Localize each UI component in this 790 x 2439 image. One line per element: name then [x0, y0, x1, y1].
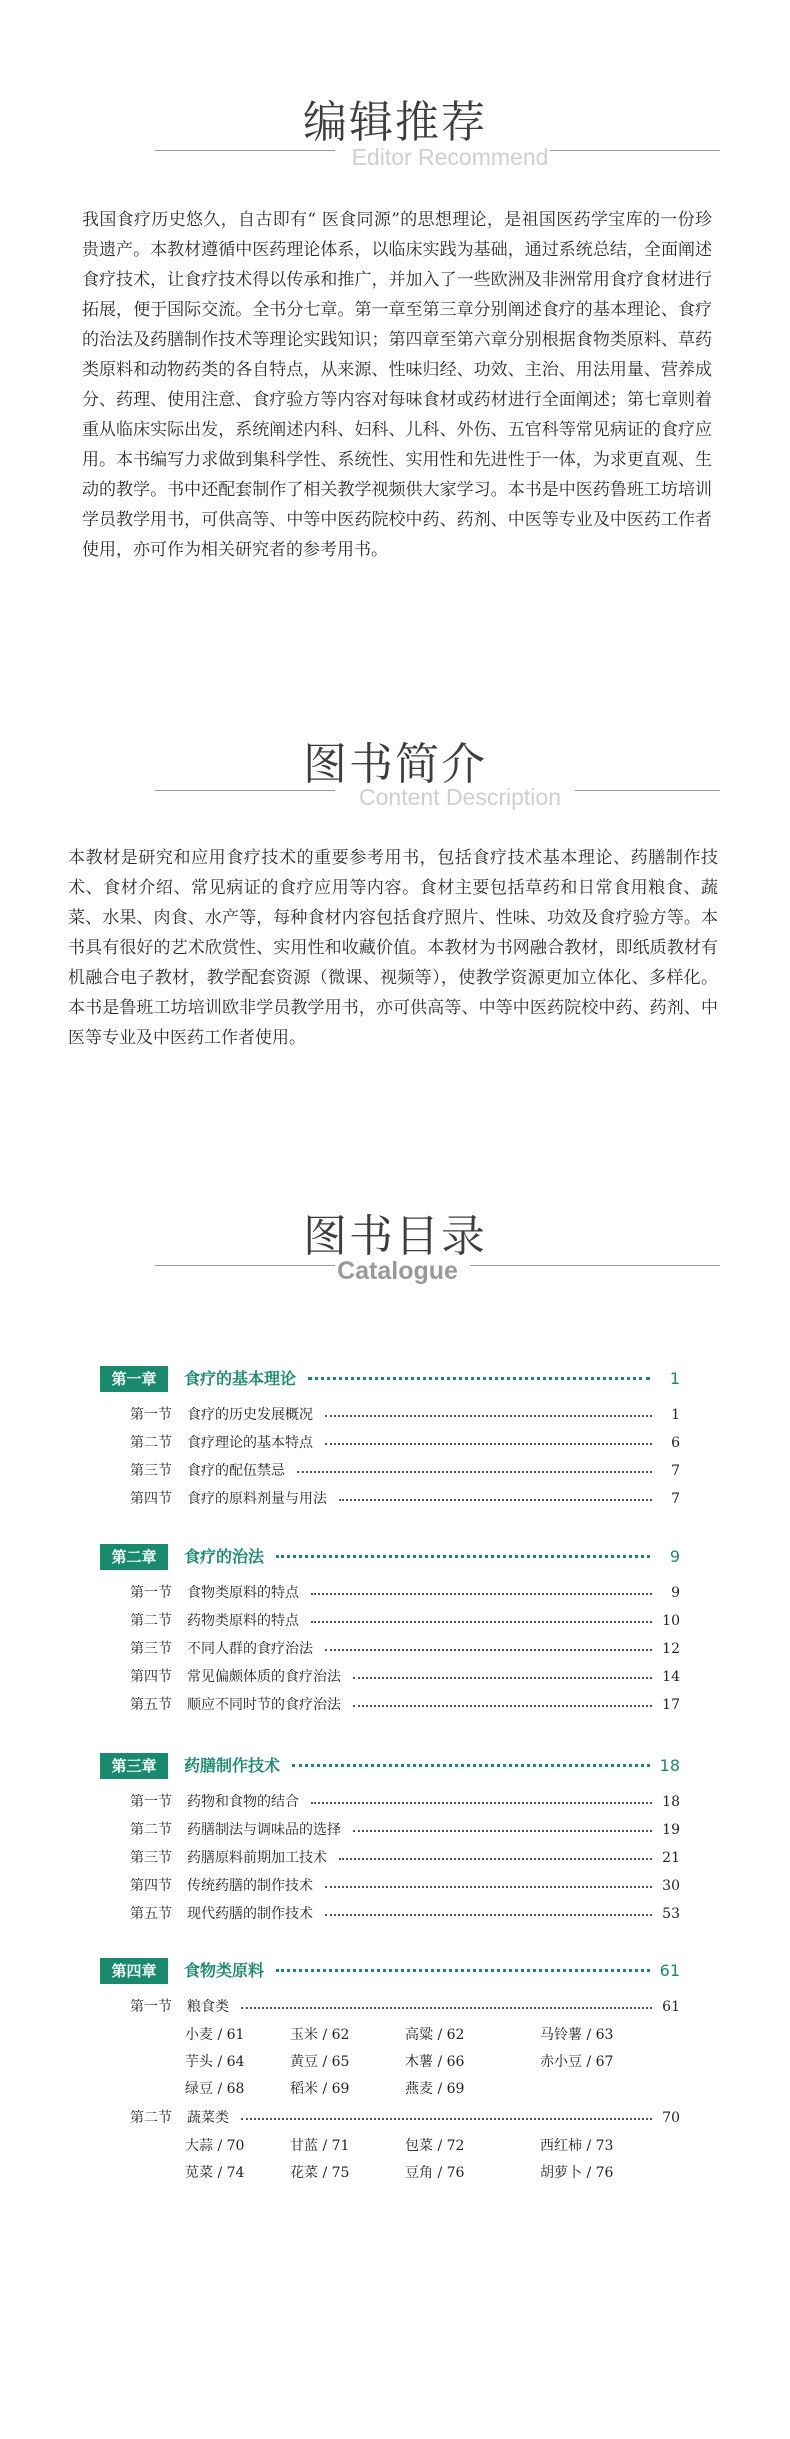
chapter-leader-dots — [292, 1764, 650, 1767]
section-leader-dots — [311, 1593, 652, 1595]
toc-section-row[interactable] — [130, 2106, 680, 2130]
toc-section-row[interactable] — [130, 1693, 680, 1717]
food-item: 赤小豆 / 67 — [540, 2054, 614, 2070]
section-number: 第五节 — [130, 1906, 172, 1922]
section-title: 食疗理论的基本特点 — [187, 1431, 317, 1455]
section-leader-dots — [325, 1649, 652, 1651]
section-number: 第一节 — [130, 1794, 172, 1810]
food-item: 大蒜 / 70 — [185, 2138, 245, 2154]
section-page-number: 17 — [662, 1697, 680, 1713]
toc-section-row[interactable] — [130, 1431, 680, 1455]
section-page-number: 30 — [662, 1878, 680, 1894]
catalogue-title: 图书目录 — [303, 1211, 487, 1262]
section-title: 食疗的历史发展概况 — [187, 1403, 317, 1427]
section-leader-dots — [353, 1705, 652, 1707]
chapter-title: 食物类原料 — [184, 1961, 265, 1980]
section-title: 药物类原料的特点 — [187, 1609, 303, 1633]
section-leader-dots — [325, 1914, 652, 1916]
section-number: 第四节 — [130, 1878, 172, 1894]
section-title: 食疗的原料剂量与用法 — [187, 1487, 331, 1511]
toc-section-row[interactable] — [130, 1790, 680, 1814]
toc-chapter-row[interactable] — [100, 1957, 680, 1985]
food-item: 豆角 / 76 — [405, 2165, 465, 2181]
section-title: 食物类原料的特点 — [187, 1581, 303, 1605]
chapter-page-number: 1 — [669, 1369, 680, 1388]
chapter-page-number: 9 — [669, 1547, 680, 1566]
section-page-number: 7 — [671, 1491, 680, 1507]
toc-section-row[interactable] — [130, 1665, 680, 1689]
section-page-number: 7 — [671, 1463, 680, 1479]
section-number: 第三节 — [130, 1850, 172, 1866]
section-title: 现代药膳的制作技术 — [187, 1902, 317, 1926]
food-item: 绿豆 / 68 — [185, 2081, 245, 2097]
toc-chapter-row[interactable] — [100, 1752, 680, 1780]
food-item: 苋菜 / 74 — [185, 2165, 245, 2181]
chapter-title: 药膳制作技术 — [184, 1756, 281, 1775]
section-number: 第一节 — [130, 1585, 172, 1601]
chapter-badge: 第二章 — [100, 1544, 168, 1570]
section-title: 传统药膳的制作技术 — [187, 1874, 317, 1898]
toc-section-row[interactable] — [130, 1459, 680, 1483]
food-item: 黄豆 / 65 — [290, 2054, 350, 2070]
section-page-number: 1 — [671, 1407, 680, 1423]
editor-subtitle: Editor Recommend — [351, 144, 549, 170]
toc-section-row[interactable] — [130, 1487, 680, 1511]
chapter-title: 食疗的基本理论 — [184, 1369, 297, 1388]
section-page-number: 10 — [662, 1613, 680, 1629]
section-leader-dots — [325, 1886, 652, 1888]
toc-section-row[interactable] — [130, 1995, 680, 2019]
toc-section-row[interactable] — [130, 1609, 680, 1633]
intro-title: 图书简介 — [303, 739, 487, 790]
section-leader-dots — [241, 2118, 652, 2120]
chapter-badge: 第三章 — [100, 1753, 168, 1779]
editor-body: 我国食疗历史悠久，自古即有“ 医食同源”的思想理论，是祖国医药学宝库的一份珍贵遗产。本教材遵循中医药理论体系，以临床实践为基础，通过系统总结，全面阐述食疗技术，让食疗技术得以传承和推广，并加入了一些欧洲及非洲常用食疗食材进行拓展，便于国际交流。全书分七章。第一章至第三章分别阐述食疗的基本理论、食疗的治法及药膳制作技术等理论实践知识；第四章至第六章分别根据食物类原料、草药类原料和动物药类的各自特点，从来源、性味归经、功效、主治、用法用量、营养成分、药理、使用注意、食疗验方等内容对每味食材或药材进行全面阐述；第七章则着重从临床实际出发，系统阐述内科、妇科、儿科、外伤、五官科等常见病证的食疗应用。本书编写力求做到集科学性、系统性、实用性和先进性于一体，为求更直观、生动的教学。书中还配套制作了相关教学视频供大家学习。本书是中医药鲁班工坊培训学员教学用书，可供高等、中等中医药院校中药、药剂、中医等专业及中医药工作者使用，亦可作为相关研究者的参考用书。 — [82, 210, 712, 560]
chapter-page-number: 18 — [659, 1756, 680, 1775]
section-number: 第二节 — [130, 2110, 172, 2126]
section-leader-dots — [325, 1443, 652, 1445]
chapter-leader-dots — [276, 1969, 650, 1972]
section-page-number: 9 — [671, 1585, 680, 1601]
section-number: 第三节 — [130, 1463, 172, 1479]
section-page-number: 70 — [662, 2110, 680, 2126]
toc-section-row[interactable] — [130, 1818, 680, 1842]
chapter-page-number: 61 — [659, 1961, 680, 1980]
section-number: 第三节 — [130, 1641, 172, 1657]
food-item: 胡萝卜 / 76 — [540, 2165, 614, 2181]
section-page-number: 53 — [662, 1906, 680, 1922]
toc-section-row[interactable] — [130, 1403, 680, 1427]
section-number: 第二节 — [130, 1435, 172, 1451]
section-number: 第一节 — [130, 1407, 172, 1423]
toc-chapter-row[interactable] — [100, 1543, 680, 1571]
toc-chapter-row[interactable] — [100, 1365, 680, 1393]
section-number: 第二节 — [130, 1822, 172, 1838]
section-title: 药膳制法与调味品的选择 — [187, 1818, 345, 1842]
food-item: 包菜 / 72 — [405, 2138, 465, 2154]
section-leader-dots — [311, 1621, 652, 1623]
section-title: 药膳原料前期加工技术 — [187, 1846, 331, 1870]
food-item: 芋头 / 64 — [185, 2054, 245, 2070]
section-leader-dots — [353, 1677, 652, 1679]
food-item: 西红柿 / 73 — [540, 2138, 614, 2154]
food-item: 花菜 / 75 — [290, 2165, 350, 2181]
chapter-title: 食疗的治法 — [184, 1547, 265, 1566]
intro-subtitle: Content Description — [359, 784, 561, 810]
section-title: 药物和食物的结合 — [187, 1790, 303, 1814]
food-item: 小麦 / 61 — [185, 2027, 245, 2043]
section-leader-dots — [353, 1830, 652, 1832]
section-number: 第五节 — [130, 1697, 172, 1713]
section-title: 粮食类 — [187, 1995, 233, 2019]
section-number: 第二节 — [130, 1613, 172, 1629]
section-title: 顺应不同时节的食疗治法 — [187, 1693, 345, 1717]
section-page-number: 18 — [662, 1794, 680, 1810]
food-item: 木薯 / 66 — [405, 2054, 465, 2070]
food-item: 燕麦 / 69 — [405, 2081, 465, 2097]
toc-section-row[interactable] — [130, 1581, 680, 1605]
section-title: 食疗的配伍禁忌 — [187, 1459, 289, 1483]
section-page-number: 6 — [671, 1435, 680, 1451]
section-number: 第一节 — [130, 1999, 172, 2015]
section-page-number: 14 — [662, 1669, 680, 1685]
section-leader-dots — [325, 1415, 652, 1417]
intro-body: 本教材是研究和应用食疗技术的重要参考用书，包括食疗技术基本理论、药膳制作技术、食材介绍、常见病证的食疗应用等内容。食材主要包括草药和日常食用粮食、蔬菜、水果、肉食、水产等，每种食材内容包括食疗照片、性味、功效及食疗验方等。本书具有很好的艺术欣赏性、实用性和收藏价值。本教材为书网融合教材，即纸质教材有机融合电子教材，教学配套资源（微课、视频等），使教学资源更加立体化、多样化。本书是鲁班工坊培训欧非学员教学用书，亦可供高等、中等中医药院校中药、药剂、中医等专业及中医药工作者使用。 — [68, 848, 718, 1048]
section-title: 不同人群的食疗治法 — [187, 1637, 317, 1661]
section-page-number: 12 — [662, 1641, 680, 1657]
chapter-leader-dots — [308, 1377, 650, 1380]
section-title: 常见偏颇体质的食疗治法 — [187, 1665, 345, 1689]
chapter-badge: 第四章 — [100, 1958, 168, 1984]
food-item: 玉米 / 62 — [290, 2027, 350, 2043]
chapter-leader-dots — [276, 1555, 650, 1558]
catalogue-subtitle: Catalogue — [337, 1257, 458, 1285]
section-leader-dots — [297, 1471, 652, 1473]
section-leader-dots — [241, 2007, 652, 2009]
section-page-number: 19 — [662, 1822, 680, 1838]
section-page-number: 61 — [662, 1999, 680, 2015]
food-item: 马铃薯 / 63 — [540, 2027, 614, 2043]
food-item: 高粱 / 62 — [405, 2027, 465, 2043]
section-leader-dots — [311, 1802, 652, 1804]
editor-title: 编辑推荐 — [303, 97, 487, 148]
section-leader-dots — [339, 1499, 652, 1501]
toc-section-row[interactable] — [130, 1874, 680, 1898]
toc-section-row[interactable] — [130, 1846, 680, 1870]
toc-section-row[interactable] — [130, 1902, 680, 1926]
toc-section-row[interactable] — [130, 1637, 680, 1661]
section-page-number: 21 — [662, 1850, 680, 1866]
chapter-badge: 第一章 — [100, 1366, 168, 1392]
section-leader-dots — [339, 1858, 652, 1860]
section-number: 第四节 — [130, 1669, 172, 1685]
food-item: 甘蓝 / 71 — [290, 2138, 350, 2154]
food-item: 稻米 / 69 — [290, 2081, 350, 2097]
section-number: 第四节 — [130, 1491, 172, 1507]
section-title: 蔬菜类 — [187, 2106, 233, 2130]
